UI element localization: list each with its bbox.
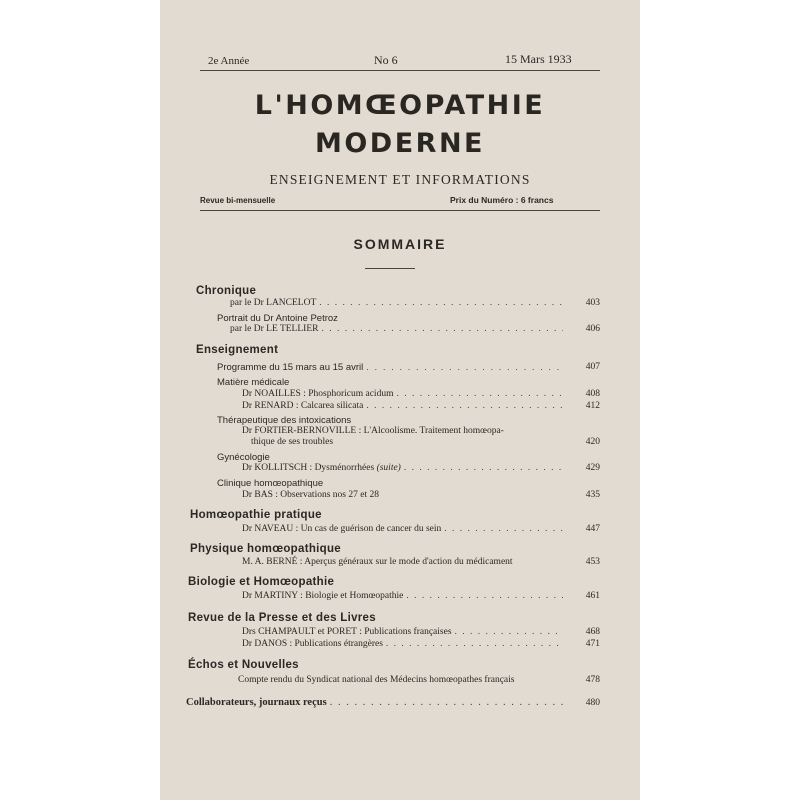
toc-page-number: 435	[585, 490, 600, 500]
toc-page-number: 412	[585, 401, 600, 411]
toc-entry-lancelot	[230, 298, 566, 308]
issue-number: No 6	[374, 53, 398, 67]
issue-price: Prix du Numéro : 6 francs	[450, 195, 554, 205]
section-pratique: Homœopathie pratique	[190, 509, 322, 521]
toc-entry-renard	[242, 401, 566, 411]
section-enseignement: Enseignement	[196, 344, 279, 356]
toc-page-number: 407	[585, 362, 600, 372]
sommaire-title: SOMMAIRE	[353, 236, 447, 252]
toc-entry-text: Dr NAVEAU : Un cas de guérison de cancer du sein	[242, 524, 442, 534]
toc-entry-petroz: Portrait du Dr Antoine Petroz	[217, 313, 338, 324]
toc-page-number: 471	[585, 639, 600, 649]
toc-entry-text: Programme du 15 mars au 15 avril	[217, 362, 364, 373]
toc-entry-text: Dr MARTINY : Biologie et Homœopathie	[242, 591, 404, 601]
toc-entry-fortier	[251, 437, 566, 447]
toc-page-number: 447	[585, 524, 600, 534]
toc-page-number: 468	[585, 627, 600, 637]
toc-page-number: 406	[585, 324, 600, 334]
toc-entry-naveau	[242, 524, 566, 534]
toc-entry-le-tellier	[230, 324, 566, 334]
toc-entry-compte-rendu	[238, 675, 566, 685]
toc-entry-suite: (suite)	[376, 463, 401, 473]
toc-page-number: 480	[585, 698, 600, 708]
toc-page-number: 478	[585, 675, 600, 685]
sommaire-rule	[365, 268, 415, 269]
subsection-therapeutique: Thérapeutique des intoxications	[217, 415, 352, 426]
subsection-matiere-medicale: Matière médicale	[217, 377, 290, 388]
subsection-gynecologie: Gynécologie	[217, 452, 270, 463]
toc-entry-kollitsch	[242, 463, 566, 473]
publication-frequency: Revue bi-mensuelle	[200, 196, 276, 205]
toc-entry-text: par le Dr LANCELOT	[230, 298, 317, 308]
toc-entry-programme	[217, 362, 566, 373]
toc-entry-text: Dr BAS : Observations nos 27 et 28	[242, 490, 379, 500]
toc-page-number: 408	[585, 389, 600, 399]
toc-page-number: 420	[585, 437, 600, 447]
issue-year: 2e Année	[208, 55, 250, 67]
toc-entry-champault	[242, 627, 566, 637]
toc-entry-text: Dr NOAILLES : Phosphoricum acidum	[242, 389, 394, 399]
journal-subtitle: ENSEIGNEMENT ET INFORMATIONS	[269, 172, 531, 187]
section-physique: Physique homœopathique	[190, 543, 341, 555]
toc-entry-danos	[242, 639, 566, 649]
subsection-clinique: Clinique homœopathique	[217, 478, 324, 489]
section-biologie: Biologie et Homœopathie	[188, 576, 335, 588]
section-chronique: Chronique	[196, 285, 257, 297]
toc-entry-martiny	[242, 591, 566, 601]
toc-page-number: 403	[585, 298, 600, 308]
masthead-rule	[200, 210, 600, 211]
toc-entry-bas	[242, 490, 566, 500]
toc-entry-fortier-line1: Dr FORTIER-BERNOVILLE : L'Alcoolisme. Traitement homœopa-	[242, 426, 504, 436]
toc-page-number: 453	[585, 557, 600, 567]
toc-entry-text: Collaborateurs, journaux reçus	[186, 697, 327, 708]
toc-entry-text: M. A. BERNÉ : Aperçus généraux sur le mode d'action du médicament	[242, 557, 513, 567]
journal-page	[160, 0, 640, 800]
journal-title-line1: L'HOMŒOPATHIE	[254, 90, 546, 121]
toc-entry-text: par le Dr LE TELLIER	[230, 324, 319, 334]
section-revue-presse: Revue de la Presse et des Livres	[188, 612, 376, 624]
header-rule	[200, 70, 600, 71]
toc-entry-collaborateurs	[186, 697, 571, 708]
toc-page-number: 461	[585, 591, 600, 601]
section-echos: Échos et Nouvelles	[188, 659, 299, 671]
issue-date: 15 Mars 1933	[505, 52, 572, 66]
toc-entry-text: thique de ses troubles	[251, 437, 334, 447]
toc-entry-berne	[242, 557, 566, 567]
toc-entry-text: Dr KOLLITSCH : Dysménorrhées	[242, 463, 375, 473]
journal-title-line2: MODERNE	[314, 128, 485, 159]
toc-entry-text: Compte rendu du Syndicat national des Médecins homœopathes français	[238, 675, 515, 685]
toc-page-number: 429	[585, 463, 600, 473]
toc-entry-text: Drs CHAMPAULT et PORET : Publications françaises	[242, 627, 452, 637]
toc-entry-text: Dr DANOS : Publications étrangères	[242, 639, 383, 649]
toc-entry-text: Dr RENARD : Calcarea silicata	[242, 401, 364, 411]
toc-entry-noailles	[242, 389, 566, 399]
